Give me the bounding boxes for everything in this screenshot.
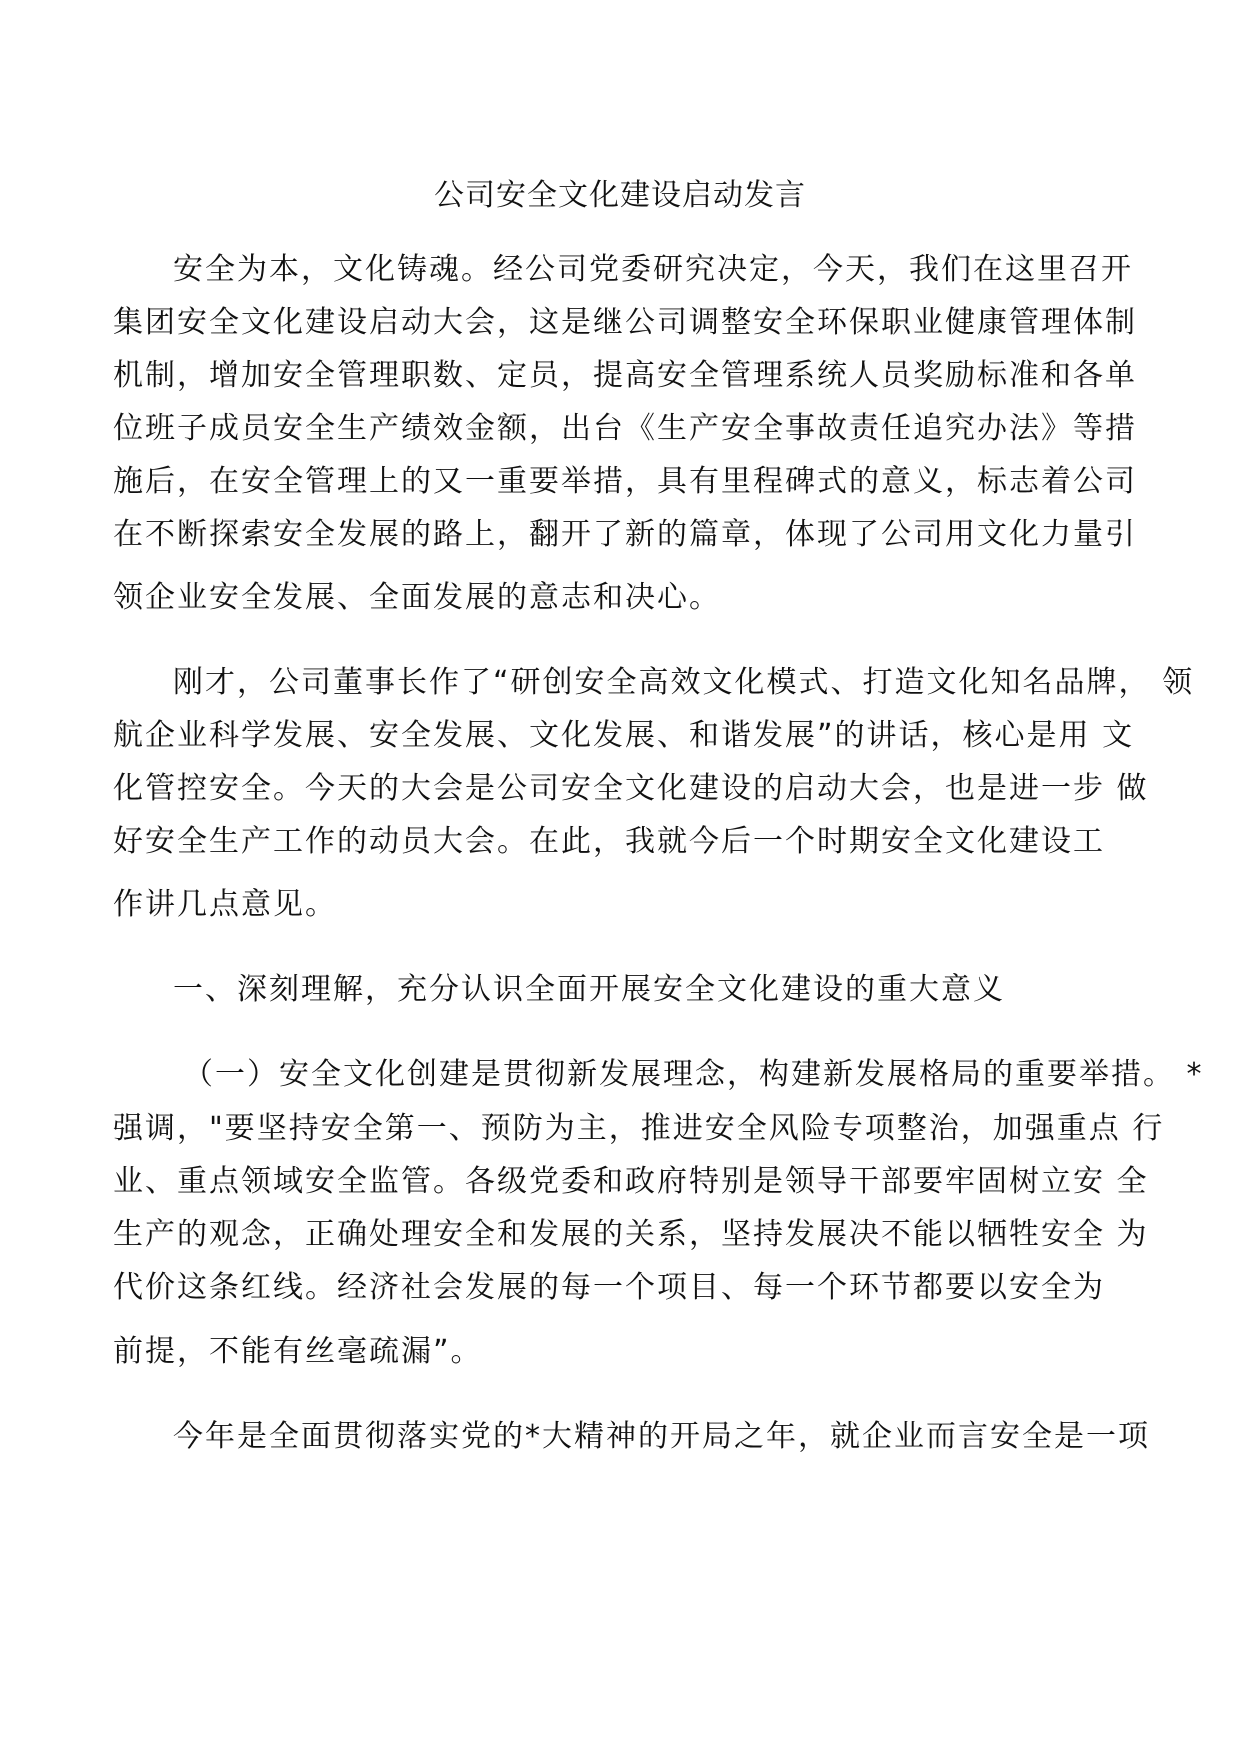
paragraph-3-line-3: 业、重点领域安全监管。各级党委和政府特别是领导干部要牢固树立安 全 xyxy=(113,1164,1149,1199)
paragraph-3-line-4: 生产的观念，正确处理安全和发展的关系，坚持发展决不能以牺牲安全 为 xyxy=(113,1217,1149,1252)
paragraph-1-line-4: 位班子成员安全生产绩效金额，出台《生产安全事故责任追究办法》等措 xyxy=(113,411,1137,446)
paragraph-3-line-5: 代价这条红线。经济社会发展的每一个项目、每一个环节都要以安全为 xyxy=(113,1270,1105,1305)
paragraph-3-line-6: 前提，不能有丝毫疏漏”。 xyxy=(113,1334,483,1369)
paragraph-1-line-5: 施后，在安全管理上的又一重要举措，具有里程碑式的意义，标志着公司 xyxy=(113,464,1137,499)
paragraph-1-line-1: 安全为本，文化铸魂。经公司党委研究决定，今天，我们在这里召开 xyxy=(173,252,1133,287)
section-heading-1: 一、深刻理解，充分认识全面开展安全文化建设的重大意义 xyxy=(173,972,1005,1007)
paragraph-1-line-3: 机制，增加安全管理职数、定员，提高安全管理系统人员奖励标准和各单 xyxy=(113,358,1137,393)
document-title: 公司安全文化建设启动发言 xyxy=(434,178,806,213)
paragraph-3-line-2: 强调，"要坚持安全第一、预防为主，推进安全风险专项整治，加强重点 行 xyxy=(113,1111,1165,1146)
paragraph-2-line-4: 好安全生产工作的动员大会。在此，我就今后一个时期安全文化建设工 xyxy=(113,824,1105,859)
paragraph-1-line-2: 集团安全文化建设启动大会，这是继公司调整安全环保职业健康管理体制 xyxy=(113,305,1137,340)
paragraph-1-line-6: 在不断探索安全发展的路上，翻开了新的篇章，体现了公司用文化力量引 xyxy=(113,517,1137,552)
paragraph-2-line-2: 航企业科学发展、安全发展、文化发展、和谐发展”的讲话，核心是用 文 xyxy=(113,718,1135,753)
paragraph-2-line-5: 作讲几点意见。 xyxy=(113,887,337,922)
paragraph-2-line-3: 化管控安全。今天的大会是公司安全文化建设的启动大会，也是进一步 做 xyxy=(113,771,1149,806)
paragraph-3-line-1: （一）安全文化创建是贯彻新发展理念，构建新发展格局的重要举措。 * xyxy=(183,1057,1204,1092)
paragraph-2-line-1: 刚才，公司董事长作了“研创安全高效文化模式、打造文化知名品牌， 领 xyxy=(173,665,1195,700)
paragraph-1-line-7: 领企业安全发展、全面发展的意志和决心。 xyxy=(113,580,721,615)
paragraph-4-line-1: 今年是全面贯彻落实党的*大精神的开局之年，就企业而言安全是一项 xyxy=(173,1419,1150,1454)
